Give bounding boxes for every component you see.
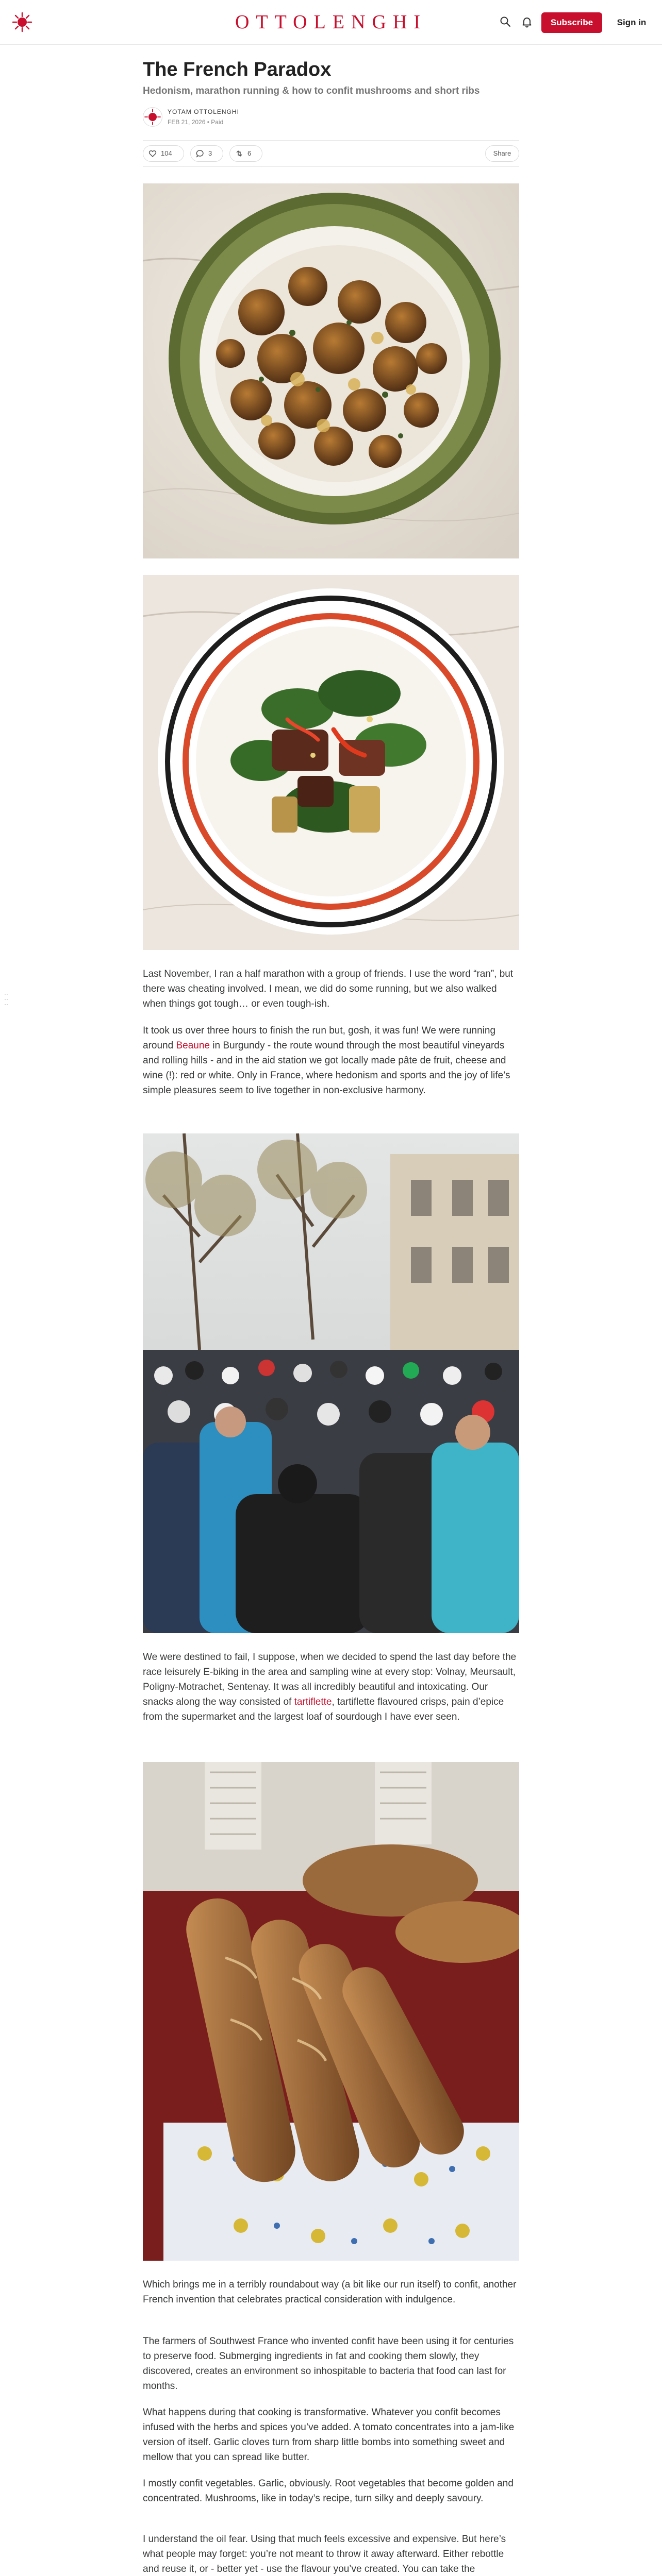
mushroom-plate-image	[143, 183, 519, 558]
subscribe-button[interactable]: Subscribe	[541, 12, 602, 33]
post-subtitle: Hedonism, marathon running & how to confit mushrooms and short ribs	[143, 86, 480, 96]
comment-icon	[196, 149, 204, 158]
restack-count: 6	[247, 149, 252, 157]
paragraph-1: Last November, I ran a half marathon with a group of friends. I use the word “ran”, but there was cheating involved. I mean, we did do some running, but we also walked when things got tough… or even tough-ish.	[143, 969, 514, 1009]
p3-text-a: We were destined to fail, I suppose, when we decided to spend the last day before the race leisurely E-biking in the area and sampling wine at every stop: Volnay, Meursault, Poligny-Motrachet, Sentenay. It was all incredibly beautiful and intoxicating. Our snacks along the way consisted of	[143, 1652, 517, 1707]
paragraph-6: What happens during that cooking is transformative. Whatever you confit becomes infused with the herbs and spices you’ve added. A tomato concentrates into a jam-like version of itself. Garlic cloves turn from sharp little bombs into something sweet and mellow that you can spread like butter.	[143, 2407, 515, 2463]
share-button[interactable]: Share	[485, 145, 519, 162]
comments-button[interactable]	[190, 145, 223, 162]
post-actions-bar	[143, 140, 519, 167]
post-title: The French Paradox	[143, 59, 332, 80]
search-icon[interactable]	[499, 15, 511, 28]
paragraph-4: Which brings me in a terribly roundabout way (a bit like our run itself) to confit, another French invention that celebrates practical consideration with indulgence.	[143, 2279, 517, 2305]
restack-icon	[235, 149, 243, 158]
byline	[143, 106, 519, 128]
sign-in-button[interactable]: Sign in	[617, 18, 647, 27]
paragraph-5: The farmers of Southwest France who invented confit have been using it for centuries to preserve food. Submerging ingredients in fat and cooking them slowly, they discovered, creates an environment so inhospitable to bacteria that food can last for months.	[143, 2336, 514, 2392]
p2-text-a: It took us over three hours to finish the run but, gosh, it was fun! We were running around	[143, 1025, 496, 1051]
race-crowd-image	[143, 1133, 519, 1633]
tartiflette-link[interactable]: tartiflette	[294, 1697, 332, 1707]
photo-beef-stir-fry[interactable]	[143, 575, 519, 950]
post-date: FEB 21, 2026 • Paid	[168, 118, 224, 126]
photo-race-start-crowd[interactable]	[143, 1133, 519, 1633]
photo-confit-mushrooms[interactable]	[143, 183, 519, 558]
like-count: 104	[161, 149, 172, 157]
photo-sourdough-loaves[interactable]	[143, 1762, 519, 2261]
paragraph-7: I mostly confit vegetables. Garlic, obviously. Root vegetables that become golden and concentrated. Mushrooms, like in today’s recipe, turn silky and deeply savoury.	[143, 2478, 514, 2504]
author-name[interactable]: YOTAM OTTOLENGHI	[168, 108, 239, 115]
drag-handle-icon[interactable]: ·· ·· ··	[4, 990, 8, 1008]
paragraph-3	[143, 1650, 519, 1724]
restack-button[interactable]	[229, 145, 262, 162]
paragraph-8: I understand the oil fear. Using that much feels excessive and expensive. But here’s what people may forget: you’re not meant to throw it away afterward. Either rebottle and reuse it, or - better yet - use the flavour you’ve created. You can take the	[143, 2534, 506, 2574]
p3-text-b: , tartiflette flavoured crisps, pain d’epice from the supermarket and the largest loaf of sourdough I have ever seen.	[143, 1697, 504, 1722]
heart-icon	[148, 149, 157, 158]
beaune-link[interactable]: Beaune	[176, 1040, 210, 1051]
bell-icon[interactable]	[521, 15, 533, 28]
comment-count: 3	[208, 149, 212, 157]
avatar[interactable]	[143, 107, 162, 127]
top-bar	[0, 0, 662, 45]
sourdough-image	[143, 1762, 519, 2261]
like-button[interactable]	[143, 145, 184, 162]
paragraph-2	[143, 1023, 519, 1098]
beef-plate-image	[143, 575, 519, 950]
brand-wordmark[interactable]: OTTOLENGHI	[235, 11, 427, 33]
p2-text-b: in Burgundy - the route wound through the most beautiful vineyards and rolling hills - and in the aid station we got locally made pâte de fruit, cheese and wine (!): red or white. Only in France, where hedonism and sports and the joy of life’s simple pleasures seem to live together in non-exclusive harmony.	[143, 1040, 510, 1096]
